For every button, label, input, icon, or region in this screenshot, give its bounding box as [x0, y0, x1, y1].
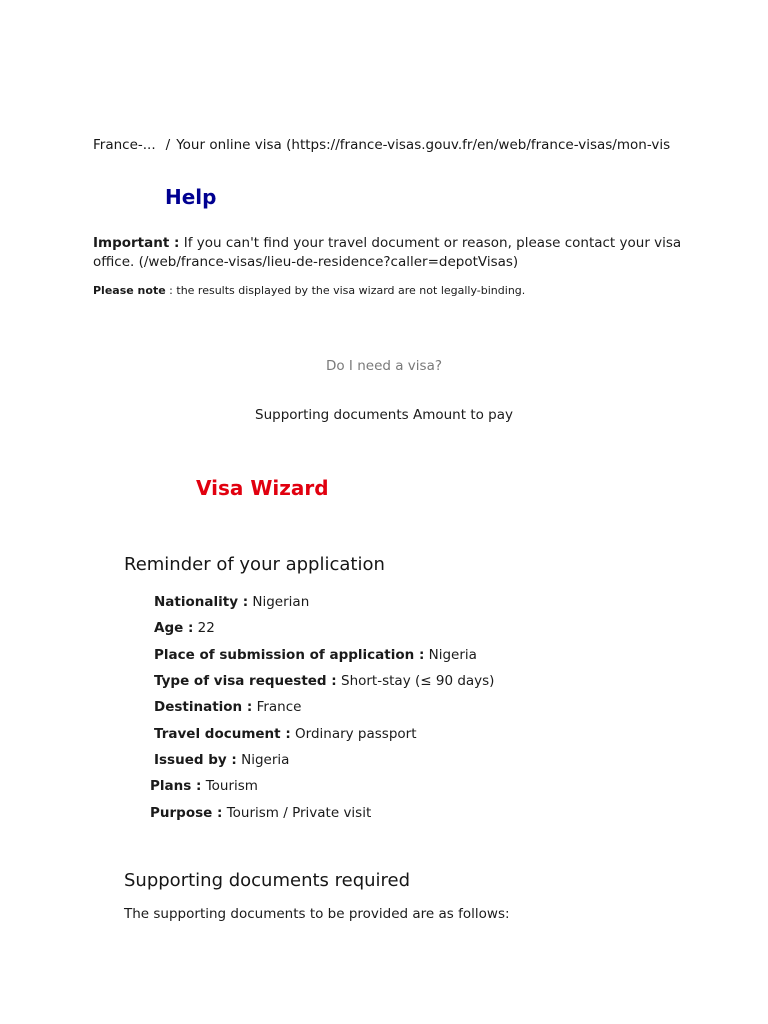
important-text[interactable]: If you can't find your travel document or reason, please contact your visa office. (/web/france-visas/lieu-de-residence?caller=depotVisas) [93, 235, 682, 270]
row-value: 22 [197, 620, 215, 636]
row-value: Nigerian [252, 594, 310, 610]
important-label: Important : [93, 235, 180, 251]
row-label: Age : [154, 620, 194, 636]
note-label: Please note [93, 284, 166, 297]
row-label: Purpose : [150, 805, 223, 821]
reminder-row-purpose [150, 805, 371, 821]
row-value: Tourism [205, 778, 258, 794]
row-label: Type of visa requested : [154, 673, 337, 689]
reminder-row-visa-type [154, 673, 494, 689]
breadcrumb [93, 137, 768, 153]
please-note [93, 284, 525, 297]
row-value: Tourism / Private visit [226, 805, 372, 821]
reminder-row-age [154, 620, 215, 636]
supporting-documents-intro: The supporting documents to be provided are as follows: [124, 906, 510, 922]
breadcrumb-home-link[interactable]: France-... [93, 137, 156, 153]
breadcrumb-current-link[interactable]: Your online visa (https://france-visas.gouv.fr/en/web/france-visas/mon-vis [176, 137, 671, 153]
visa-wizard-title: Visa Wizard [196, 476, 329, 500]
row-label: Plans : [150, 778, 202, 794]
breadcrumb-separator: / [165, 137, 171, 153]
reminder-title: Reminder of your application [124, 554, 385, 575]
row-label: Issued by : [154, 752, 237, 768]
help-link[interactable]: Help [165, 185, 217, 209]
reminder-row-issued-by [154, 752, 289, 768]
note-text: : the results displayed by the visa wizard are not legally-binding. [169, 284, 526, 297]
row-value: Nigeria [428, 647, 477, 663]
reminder-row-nationality [154, 594, 309, 610]
do-i-need-visa-link[interactable]: Do I need a visa? [325, 358, 443, 374]
row-label: Nationality : [154, 594, 249, 610]
reminder-row-travel-document [154, 726, 417, 742]
row-value: Ordinary passport [295, 726, 417, 742]
wizard-steps[interactable]: Supporting documents Amount to pay [255, 407, 513, 423]
row-value: Short-stay (≤ 90 days) [341, 673, 495, 689]
supporting-documents-title: Supporting documents required [124, 870, 411, 891]
reminder-row-plans [150, 778, 258, 794]
row-value: Nigeria [241, 752, 290, 768]
row-value: France [256, 699, 302, 715]
reminder-row-place-of-submission [154, 647, 477, 663]
reminder-row-destination [154, 699, 301, 715]
row-label: Destination : [154, 699, 253, 715]
row-label: Place of submission of application : [154, 647, 425, 663]
important-notice [93, 234, 693, 272]
row-label: Travel document : [154, 726, 291, 742]
